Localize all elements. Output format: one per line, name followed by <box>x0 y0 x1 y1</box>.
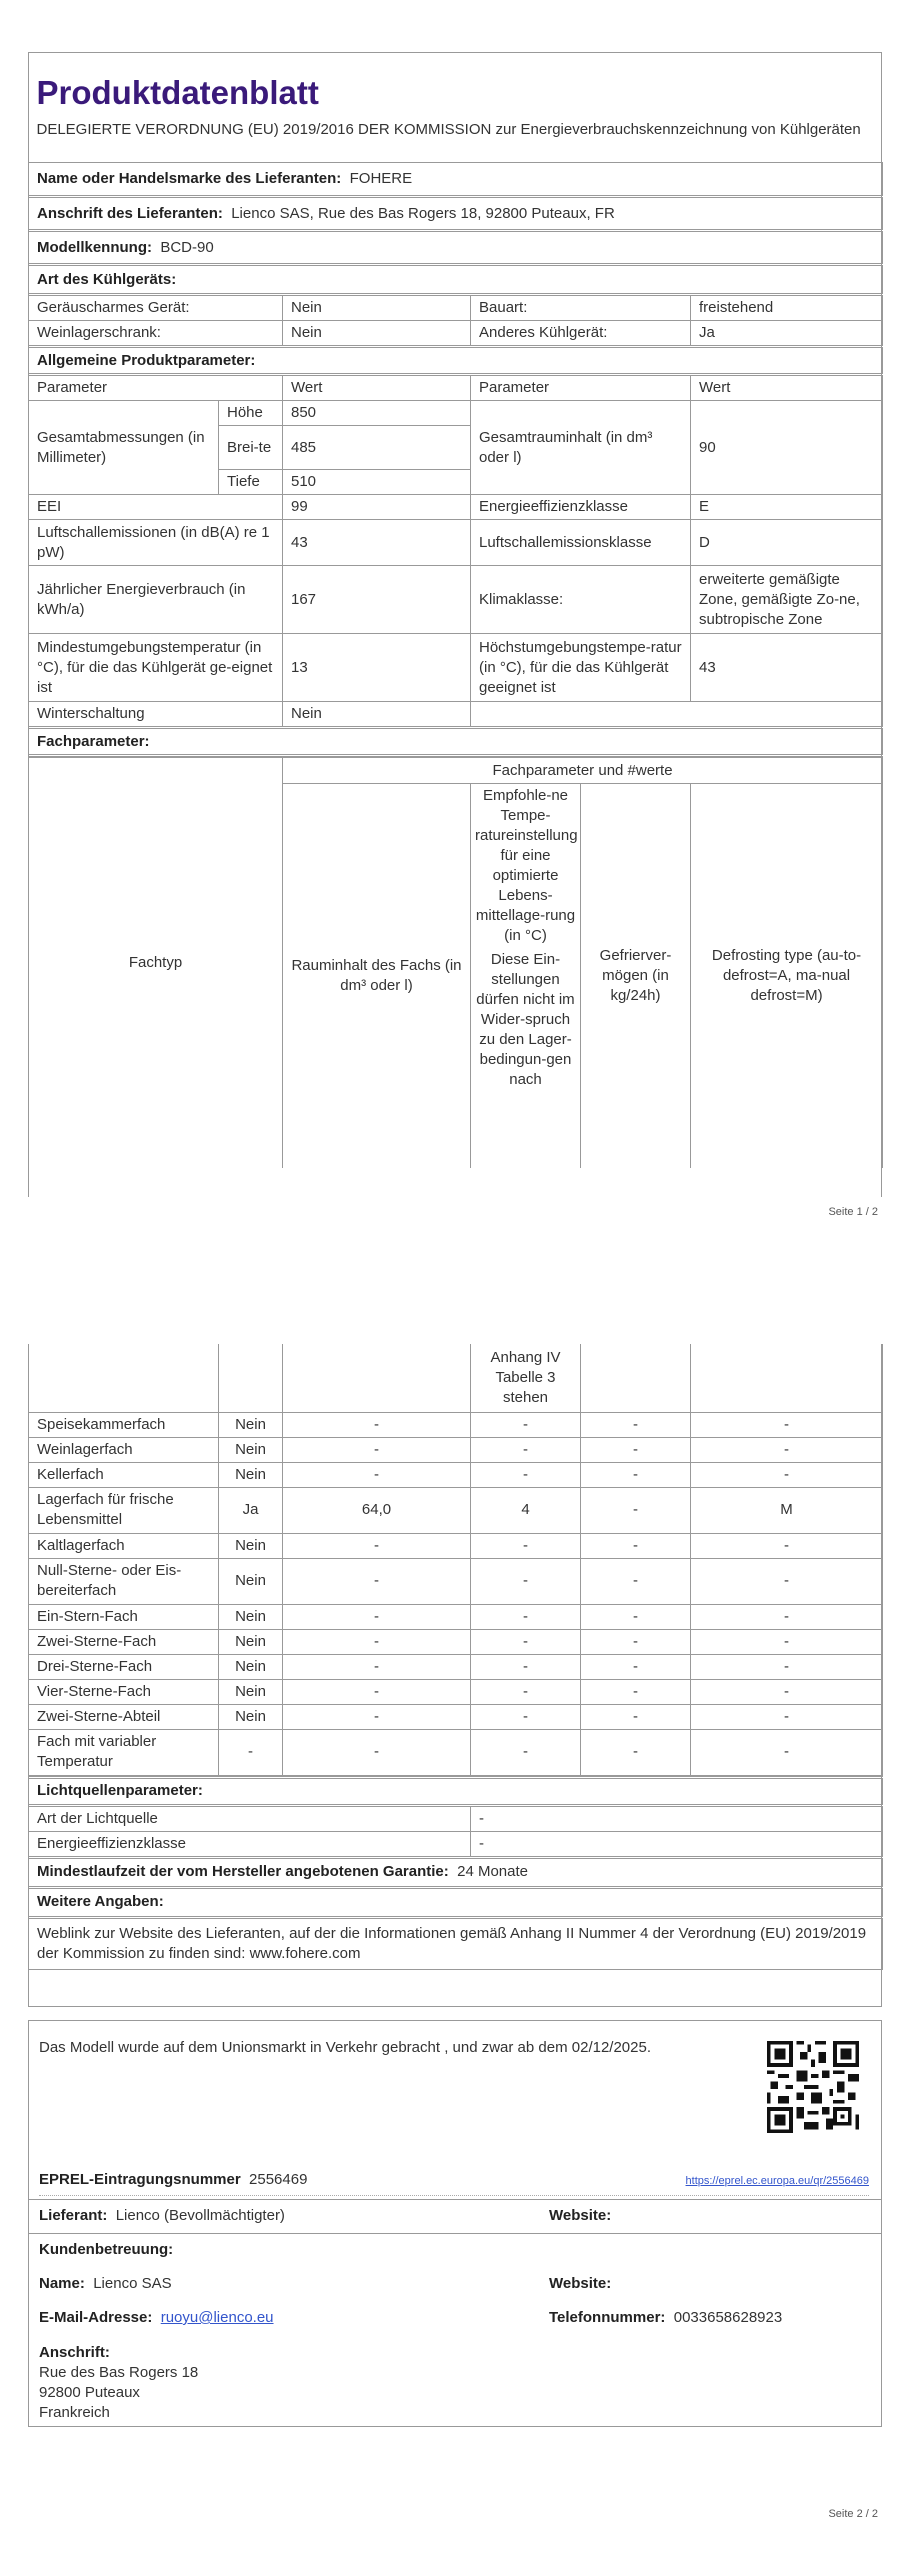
card-divider-2 <box>29 2233 881 2234</box>
other-appliance-value: Ja <box>691 321 883 347</box>
compartment-present: - <box>219 1729 283 1775</box>
address-block <box>39 2343 439 2423</box>
card-website-label: Website: <box>549 2207 612 2224</box>
page-number-1: Seite 1 / 2 <box>828 1206 878 1218</box>
compartment-defrost: - <box>691 1558 883 1604</box>
noise-class-label: Luftschallemissionsklasse <box>471 520 691 566</box>
support-name-value: Lienco SAS <box>93 2275 172 2292</box>
compartment-temp: - <box>471 1533 581 1558</box>
support-contact-row <box>39 2309 869 2326</box>
col-header-parameter: Parameter <box>29 375 283 401</box>
page-2-frame <box>28 1344 882 2007</box>
depth-value: 510 <box>283 470 471 495</box>
design-value: freistehend <box>691 295 883 321</box>
compartment-present: Nein <box>219 1604 283 1629</box>
volume-header: Rauminhalt des Fachs (in dm³ oder l) <box>283 784 471 1168</box>
light-type-value: - <box>471 1805 883 1831</box>
compartment-temp: - <box>471 1437 581 1462</box>
compartment-present: Nein <box>219 1533 283 1558</box>
compartment-freeze: - <box>581 1412 691 1437</box>
card-supplier-value: Lienco (Bevollmächtigter) <box>115 2207 285 2224</box>
col-header-value-2: Wert <box>691 375 883 401</box>
eei-label: EEI <box>29 495 283 520</box>
compartment-name: Speisekammerfach <box>29 1412 219 1437</box>
compartment-present: Nein <box>219 1558 283 1604</box>
width-label: Brei-te <box>219 426 283 470</box>
compartment-volume: - <box>283 1654 471 1679</box>
total-volume-value: 90 <box>691 401 883 495</box>
compartment-volume: - <box>283 1704 471 1729</box>
recommended-temp-header-b: Diese Ein-stellungen dürfen nicht im Wider-spruch zu den Lager-bedingun-gen nach <box>476 951 575 1088</box>
winter-switch-value: Nein <box>283 702 471 728</box>
compartment-freeze: - <box>581 1679 691 1704</box>
page-number-2: Seite 2 / 2 <box>828 2508 878 2520</box>
energy-class-value: E <box>691 495 883 520</box>
annual-energy-value: 167 <box>283 566 471 634</box>
compartment-defrost: - <box>691 1679 883 1704</box>
compartment-temp: - <box>471 1629 581 1654</box>
market-text: Das Modell wurde auf dem Unionsmarkt in Verkehr gebracht , und zwar ab dem 02/12/2025. <box>39 2039 651 2056</box>
climate-class-label: Klimaklasse: <box>471 566 691 634</box>
phone-value: 0033658628923 <box>673 2309 783 2326</box>
defrost-type-header: Defrosting type (au-to-defrost=A, ma-nual defrost=M) <box>691 784 883 1168</box>
page-1-frame <box>28 52 882 1197</box>
compartment-name: Weinlagerfach <box>29 1437 219 1462</box>
compartment-temp: - <box>471 1679 581 1704</box>
col-header-value: Wert <box>283 375 471 401</box>
compartment-defrost: - <box>691 1412 883 1437</box>
compartment-freeze: - <box>581 1654 691 1679</box>
compartment-present: Nein <box>219 1437 283 1462</box>
email-link[interactable]: ruoyu@lienco.eu <box>160 2309 274 2326</box>
compartment-volume: - <box>283 1679 471 1704</box>
recommended-temp-header-c: Anhang IV Tabelle 3 stehen <box>471 1344 581 1412</box>
address-label: Anschrift: <box>39 2344 110 2361</box>
compartment-name: Lagerfach für frische Lebensmittel <box>29 1487 219 1533</box>
compartment-freeze: - <box>581 1533 691 1558</box>
low-noise-value: Nein <box>283 295 471 321</box>
support-website-label: Website: <box>549 2275 612 2292</box>
compartment-name: Zwei-Sterne-Abteil <box>29 1704 219 1729</box>
compartment-defrost: - <box>691 1729 883 1775</box>
eprel-card <box>28 2020 882 2427</box>
compartment-temp: - <box>471 1462 581 1487</box>
other-appliance-label: Anderes Kühlgerät: <box>471 321 691 347</box>
compartment-volume: - <box>283 1533 471 1558</box>
compartment-present: Ja <box>219 1487 283 1533</box>
model-value: BCD-90 <box>160 238 214 256</box>
compartment-temp: - <box>471 1704 581 1729</box>
compartment-name: Drei-Sterne-Fach <box>29 1654 219 1679</box>
climate-class-value: erweiterte gemäßigte Zone, gemäßigte Zo-ne, subtropische Zone <box>691 566 883 634</box>
compartment-name: Ein-Stern-Fach <box>29 1604 219 1629</box>
compartment-temp: - <box>471 1558 581 1604</box>
address-line-1: Rue des Bas Rogers 18 <box>39 2364 199 2381</box>
freezing-capacity-header: Gefrierver-mögen (in kg/24h) <box>581 784 691 1168</box>
wine-cabinet-label: Weinlagerschrank: <box>29 321 283 347</box>
compartment-name: Null-Sterne- oder Eis-bereiterfach <box>29 1558 219 1604</box>
light-class-label: Energieeffizienzklasse <box>29 1831 471 1857</box>
compartment-present: Nein <box>219 1462 283 1487</box>
support-name-label: Name: <box>39 2275 85 2292</box>
supplier-name-value: FOHERE <box>349 170 413 187</box>
energy-class-label: Energieeffizienzklasse <box>471 495 691 520</box>
compartment-volume: - <box>283 1729 471 1775</box>
compartment-freeze: - <box>581 1629 691 1654</box>
height-label: Höhe <box>219 401 283 426</box>
compartment-present: Nein <box>219 1679 283 1704</box>
compartment-freeze: - <box>581 1462 691 1487</box>
phone-label: Telefonnummer: <box>549 2309 666 2326</box>
design-label: Bauart: <box>471 295 691 321</box>
compartment-freeze: - <box>581 1487 691 1533</box>
supplier-row <box>39 2207 869 2224</box>
supplier-name-label: Name oder Handelsmarke des Lieferanten: <box>37 170 342 187</box>
supplier-address-value: Lienco SAS, Rue des Bas Rogers 18, 92800 Puteaux, FR <box>231 204 615 222</box>
compartment-present: Nein <box>219 1412 283 1437</box>
light-type-label: Art der Lichtquelle <box>29 1805 471 1831</box>
model-label: Modellkennung: <box>37 238 152 256</box>
page-2 <box>28 1344 882 1970</box>
more-info-text: Weblink zur Website des Lieferanten, auf der die Informationen gemäß Anhang II Nummer 4 der Verordnung (EU) 2019/2019 der Kommission zu finden sind: www.fohere.com <box>29 1917 883 1969</box>
general-section-title: Allgemeine Produktparameter: <box>29 347 883 375</box>
page-1 <box>28 52 882 1198</box>
light-section-title: Lichtquellenparameter: <box>29 1777 883 1805</box>
compartment-name: Zwei-Sterne-Fach <box>29 1629 219 1654</box>
compartment-volume: - <box>283 1558 471 1604</box>
max-temp-value: 43 <box>691 634 883 702</box>
compartment-name: Kaltlagerfach <box>29 1533 219 1558</box>
compartment-defrost: - <box>691 1462 883 1487</box>
compartment-temp: - <box>471 1412 581 1437</box>
eei-value: 99 <box>283 495 471 520</box>
compartment-name: Fach mit variabler Temperatur <box>29 1729 219 1775</box>
compartment-volume: - <box>283 1629 471 1654</box>
compartment-type-header: Fachtyp <box>29 758 283 1168</box>
compartment-volume: - <box>283 1462 471 1487</box>
compartment-volume: 64,0 <box>283 1487 471 1533</box>
light-class-value: - <box>471 1831 883 1857</box>
compartment-freeze: - <box>581 1558 691 1604</box>
winter-switch-label: Winterschaltung <box>29 702 283 728</box>
compartment-temp: - <box>471 1729 581 1775</box>
address-line-2: 92800 Puteaux <box>39 2384 140 2401</box>
support-title: Kundenbetreuung: <box>39 2241 174 2258</box>
noise-class-value: D <box>691 520 883 566</box>
compartment-freeze: - <box>581 1729 691 1775</box>
compartment-group-header: Fachparameter und #werte <box>283 758 883 784</box>
noise-emission-label: Luftschallemissionen (in dB(A) re 1 pW) <box>29 520 283 566</box>
page-subtitle: DELEGIERTE VERORDNUNG (EU) 2019/2016 DER KOMMISSION zur Energieverbrauchskennzeichnung von Kühlgeräten <box>36 120 861 138</box>
qr-code-icon[interactable] <box>767 2041 859 2133</box>
wine-cabinet-value: Nein <box>283 321 471 347</box>
type-section-title: Art des Kühlgeräts: <box>29 265 883 295</box>
compartment-temp: - <box>471 1654 581 1679</box>
min-temp-label: Mindestumgebungstemperatur (in °C), für die das Kühlgerät ge-eignet ist <box>29 634 283 702</box>
compartment-present: Nein <box>219 1704 283 1729</box>
page-title: Produktdatenblatt <box>36 73 319 111</box>
address-line-3: Frankreich <box>39 2404 110 2421</box>
low-noise-label: Geräuscharmes Gerät: <box>29 295 283 321</box>
compartment-defrost: - <box>691 1533 883 1558</box>
compartment-freeze: - <box>581 1437 691 1462</box>
max-temp-label: Höchstumgebungstempe-ratur (in °C), für die das Kühlgerät geeignet ist <box>471 634 691 702</box>
annual-energy-label: Jährlicher Energieverbrauch (in kWh/a) <box>29 566 283 634</box>
compartment-temp: - <box>471 1604 581 1629</box>
card-divider-1 <box>29 2199 881 2200</box>
warranty-label: Mindestlaufzeit der vom Hersteller angebotenen Garantie: <box>37 1863 449 1880</box>
compartment-defrost: - <box>691 1629 883 1654</box>
compartment-freeze: - <box>581 1604 691 1629</box>
support-name-row <box>39 2275 869 2292</box>
eprel-label: EPREL-Eintragungsnummer <box>39 2171 241 2188</box>
col-header-parameter-2: Parameter <box>471 375 691 401</box>
height-value: 850 <box>283 401 471 426</box>
compartment-defrost: - <box>691 1654 883 1679</box>
compartment-defrost: - <box>691 1604 883 1629</box>
supplier-address-label: Anschrift des Lieferanten: <box>37 204 223 222</box>
card-supplier-label: Lieferant: <box>39 2207 108 2224</box>
compartment-defrost: - <box>691 1704 883 1729</box>
compartment-name: Kellerfach <box>29 1462 219 1487</box>
width-value: 485 <box>283 426 471 470</box>
recommended-temp-header-a: Empfohle-ne Tempe-ratureinstellung für eine optimierte Lebens-mittellage-rung (in °C) <box>475 787 578 944</box>
eprel-row <box>39 2171 869 2196</box>
compartment-temp: 4 <box>471 1487 581 1533</box>
compartment-present: Nein <box>219 1629 283 1654</box>
compartment-name: Vier-Sterne-Fach <box>29 1679 219 1704</box>
eprel-value: 2556469 <box>249 2171 308 2188</box>
warranty-value: 24 Monate <box>457 1863 528 1880</box>
compartment-defrost: M <box>691 1487 883 1533</box>
eprel-link[interactable]: https://eprel.ec.europa.eu/qr/2556469 <box>685 2175 869 2187</box>
more-info-title: Weitere Angaben: <box>29 1887 883 1917</box>
compartment-volume: - <box>283 1437 471 1462</box>
min-temp-value: 13 <box>283 634 471 702</box>
compartment-volume: - <box>283 1604 471 1629</box>
compartment-freeze: - <box>581 1704 691 1729</box>
compartment-section-title: Fachparameter: <box>29 728 883 756</box>
compartment-volume: - <box>283 1412 471 1437</box>
depth-label: Tiefe <box>219 470 283 495</box>
compartment-present: Nein <box>219 1654 283 1679</box>
dimensions-label: Gesamtabmessungen (in Millimeter) <box>29 401 219 495</box>
total-volume-label: Gesamtrauminhalt (in dm³ oder l) <box>471 401 691 495</box>
noise-emission-value: 43 <box>283 520 471 566</box>
email-label: E-Mail-Adresse: <box>39 2309 153 2326</box>
compartment-defrost: - <box>691 1437 883 1462</box>
